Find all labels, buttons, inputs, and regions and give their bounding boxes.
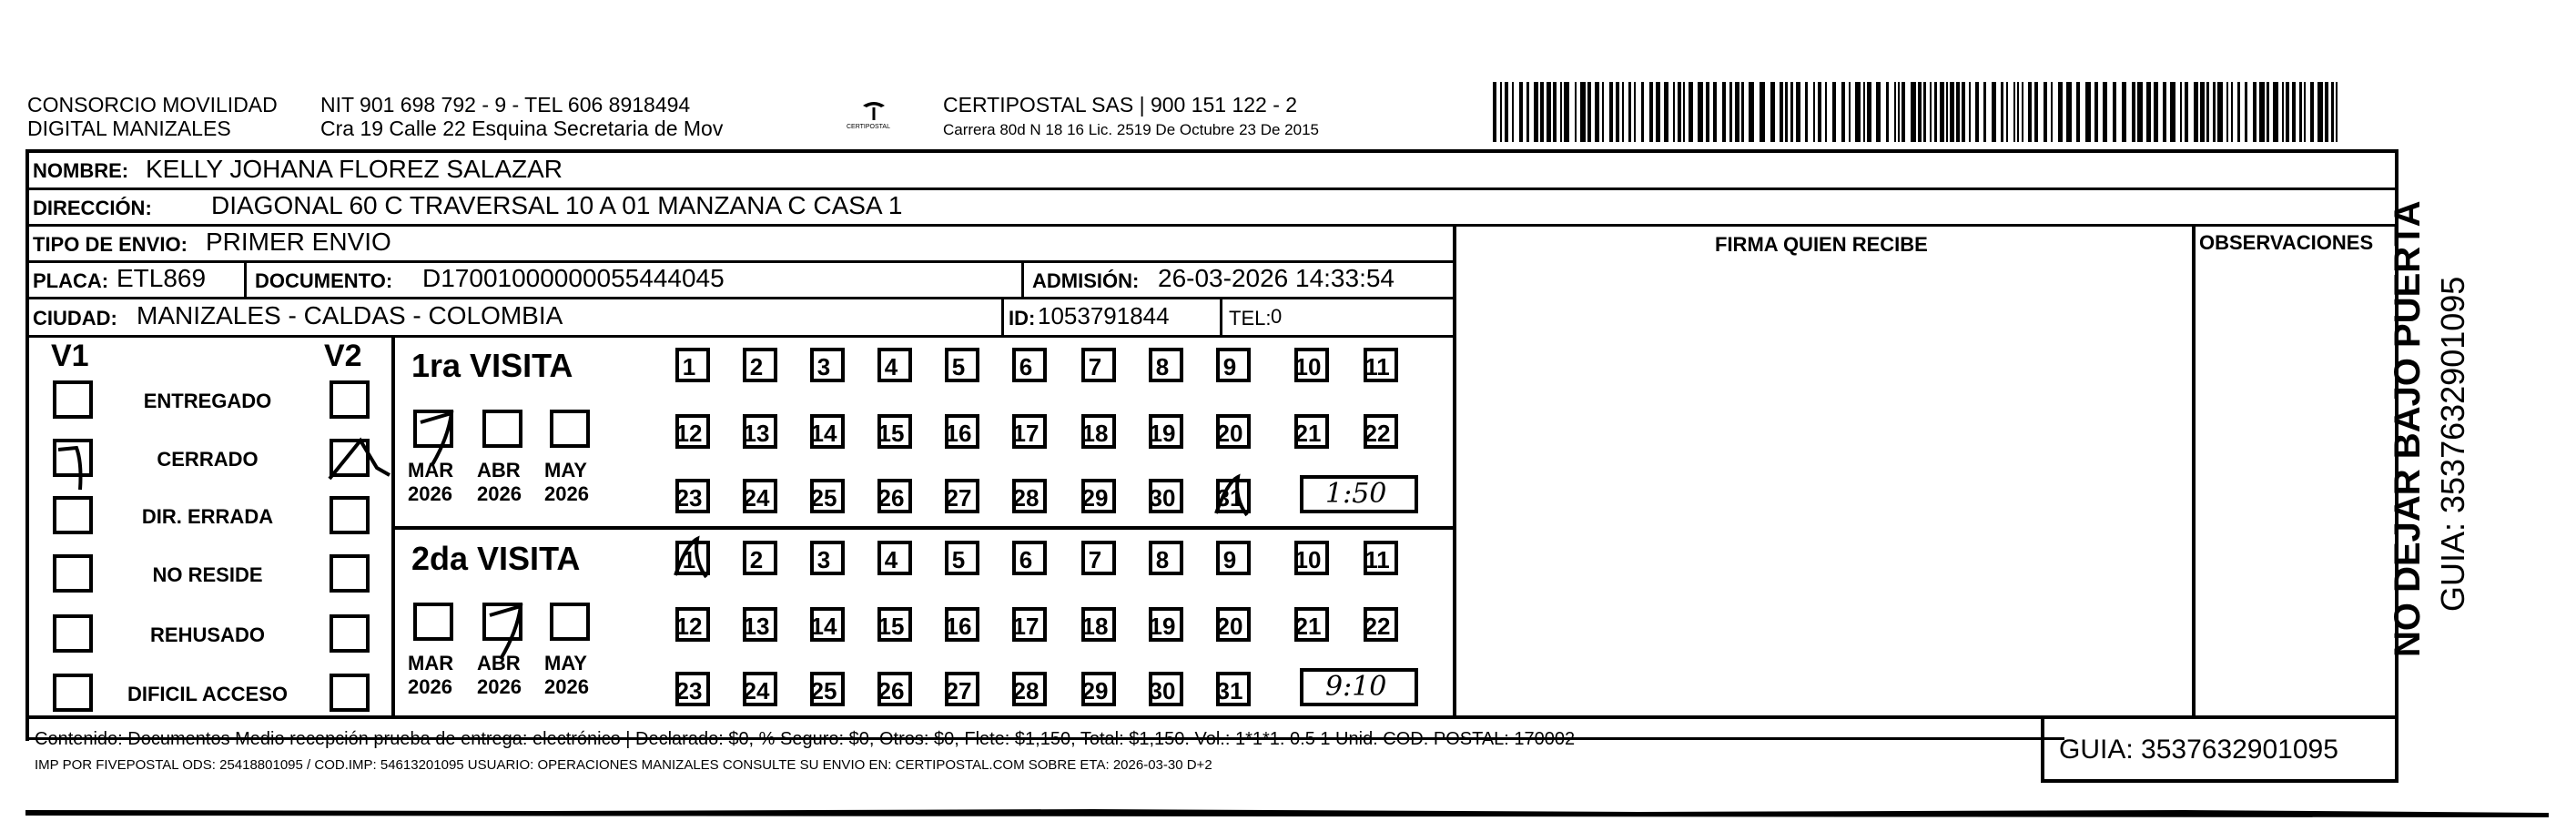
barcode-bar [1526,82,1529,142]
barcode-bar [1863,82,1865,142]
barcode-bar [1983,82,1986,142]
barcode-bar [1918,82,1922,142]
barcode-bar [2253,82,2257,142]
day-box[interactable]: 14 [810,414,845,449]
month-label: ABR [477,459,521,481]
barcode-bar [1534,82,1538,142]
v2-checkbox[interactable] [330,380,370,419]
v2-checkbox[interactable] [330,496,370,534]
day-box[interactable]: 7 [1081,541,1116,575]
barcode-bar [1689,82,1693,142]
barcode-bar [1729,82,1732,142]
barcode-bar [2013,82,2015,142]
month-label: MAY [544,652,587,674]
barcode-bar [2194,82,2198,142]
nombre-label: NOMBRE: [33,159,129,182]
day-box[interactable]: 21 [1294,607,1329,642]
time-box[interactable] [1300,475,1418,513]
barcode-bar [1923,82,1926,142]
day-box[interactable]: 20 [1216,607,1251,642]
day-box[interactable]: 23 [675,672,710,706]
day-box[interactable]: 6 [1012,541,1047,575]
barcode-bar [2122,82,2126,142]
handwritten-time: 9:10 [1325,671,1387,703]
barcode-bar [1832,82,1836,142]
barcode-bar [1760,82,1765,142]
barcode-bar [1587,82,1591,142]
barcode-bar [1818,82,1821,142]
barcode-bar [2163,82,2166,142]
barcode-bar [2336,82,2338,142]
day-box[interactable]: 16 [945,607,979,642]
barcode-bar [2267,82,2269,142]
barcode-bar [1813,82,1815,142]
day-box[interactable]: 3 [810,541,845,575]
day-box[interactable]: 26 [877,672,912,706]
day-box[interactable]: 5 [945,541,979,575]
barcode-bar [1547,82,1551,142]
barcode-bar [1886,82,1889,142]
day-box[interactable]: 12 [675,607,710,642]
month-year: 2026 [544,482,589,505]
ciudad-label: CIUDAD: [33,307,117,329]
barcode-bar [1992,82,1996,142]
barcode-bar [1505,82,1508,142]
day-box[interactable]: 8 [1149,541,1183,575]
barcode-bar [1805,82,1808,142]
placa-value: ETL869 [117,264,207,292]
month-label: MAR [408,652,454,674]
v2-handwritten-check [324,433,397,497]
barcode-bar [1609,82,1613,142]
day-box[interactable]: 16 [945,414,979,449]
day-box[interactable]: 31 [1216,479,1251,513]
barcode-bar [2310,82,2314,142]
barcode-bar [1735,82,1739,142]
id-label: ID: [1009,307,1036,329]
barcode-bar [2137,82,2143,142]
v1-checkbox[interactable] [53,380,93,419]
barcode-bar [1975,82,1979,142]
barcode-bar [1796,82,1800,142]
day-box[interactable]: 18 [1081,607,1116,642]
day-box[interactable]: 28 [1012,672,1047,706]
barcode-bar [1825,82,1827,142]
barcode-bar [2226,82,2228,142]
barcode-bar [2051,82,2053,142]
barcode-bar [1698,82,1703,142]
barcode-bar [1564,82,1569,142]
day-box[interactable]: 22 [1364,414,1398,449]
barcode-bar [2154,82,2158,142]
barcode-bar [1841,82,1845,142]
barcode-bar [2001,82,2003,142]
barcode-bar [2185,82,2188,142]
day-box[interactable]: 29 [1081,672,1116,706]
barcode-bar [1934,82,1937,142]
day-box[interactable]: 5 [945,348,979,382]
barcode-bar [1950,82,1954,142]
v1-checkbox[interactable] [53,554,93,593]
barcode-bar [2282,82,2284,142]
barcode-bar [1595,82,1599,142]
status-option-label: REHUSADO [150,623,265,646]
month-label: ABR [477,652,521,674]
day-box[interactable]: 6 [1012,348,1047,382]
day-box[interactable]: 17 [1012,414,1047,449]
day-box[interactable]: 20 [1216,414,1251,449]
barcode-bar [1898,82,1900,142]
barcode-bar [1706,82,1709,142]
barcode-bar [2286,82,2289,142]
barcode-bar [1790,82,1793,142]
barcode-bar [1722,82,1726,142]
day-box[interactable]: 25 [810,672,845,706]
nombre-value: KELLY JOHANA FLOREZ SALAZAR [146,155,563,183]
visit1-title: 1ra VISITA [411,347,573,384]
barcode-bar [1512,82,1514,142]
v2-checkbox[interactable] [330,554,370,593]
month-label: MAR [408,459,454,481]
barcode-bar [2085,82,2091,142]
id-value: 1053791844 [1038,302,1170,329]
status-option-label: ENTREGADO [143,390,272,412]
frame-top [25,149,2399,153]
barcode-bar [1616,82,1619,142]
barcode-bar [1560,82,1562,142]
barcode-bar [2304,82,2306,142]
tel-label: TEL: [1229,307,1272,329]
month-handwritten-check [477,595,541,668]
barcode-bar [1902,82,1905,142]
day-box[interactable]: 17 [1012,607,1047,642]
barcode-bar [2317,82,2323,142]
day-box[interactable]: 7 [1081,348,1116,382]
barcode-bar [1867,82,1871,142]
day-box[interactable]: 19 [1149,607,1183,642]
barcode-bar [2094,82,2098,142]
admision-value: 26-03-2026 14:33:54 [1158,264,1394,292]
day-box[interactable]: 24 [743,479,777,513]
barcode [1493,82,2343,142]
barcode-bar [1641,82,1644,142]
day-box[interactable]: 25 [810,479,845,513]
observaciones-header: OBSERVACIONES [2199,231,2374,254]
status-option-label: NO RESIDE [152,563,263,586]
imp-line: IMP POR FIVEPOSTAL ODS: 25418801095 / COD.IMP: 54613201095 USUARIO: OPERACIONES MANIZALES CONSULTE SU ENVIO EN: CERTIPOSTAL.COM SOBRE ETA: 2026-03-30 D+2 [35,757,1212,773]
barcode-bar [1911,82,1916,142]
month-checkbox[interactable] [550,410,590,448]
v2-checkbox[interactable] [330,674,370,712]
day-handwritten-mark [670,533,725,588]
day-box[interactable]: 11 [1364,348,1398,382]
documento-label: DOCUMENTO: [255,269,393,292]
barcode-bar [2044,82,2047,142]
tel-value: 0 [1271,305,1283,328]
nit-line: NIT 901 698 792 - 9 - TEL 606 8918494 [320,93,691,117]
day-box[interactable]: 28 [1012,479,1047,513]
company-name-line2: DIGITAL MANIZALES [27,117,231,140]
barcode-bar [2213,82,2216,142]
barcode-bar [1673,82,1675,142]
day-box[interactable]: 21 [1294,414,1329,449]
barcode-bar [1500,82,1502,142]
barcode-bar [1519,82,1523,142]
barcode-bar [2058,82,2063,142]
day-box[interactable]: 9 [1216,541,1251,575]
barcode-bar [1946,82,1948,142]
status-option-label: DIR. ERRADA [141,505,274,528]
day-box[interactable]: 29 [1081,479,1116,513]
barcode-bar [2170,82,2175,142]
barcode-bar [1622,82,1624,142]
barcode-bar [1785,82,1788,142]
barcode-bar [1493,82,1496,142]
day-box[interactable]: 15 [877,607,912,642]
day-box[interactable]: 14 [810,607,845,642]
day-box[interactable]: 31 [1216,672,1251,706]
month-handwritten-check [408,402,472,475]
barcode-bar [2292,82,2296,142]
tipo-envio-value: PRIMER ENVIO [206,228,391,256]
v1-checkbox[interactable] [53,496,93,534]
barcode-bar [2299,82,2302,142]
barcode-bar [1894,82,1896,142]
admision-label: ADMISIÓN: [1032,269,1140,292]
firma-header: FIRMA QUIEN RECIBE [1715,233,1928,256]
day-box[interactable]: 2 [743,348,777,382]
barcode-bar [1656,82,1660,142]
v1-handwritten-check [53,435,107,499]
barcode-bar [2028,82,2032,142]
barcode-bar [2006,82,2008,142]
tipo-envio-label: TIPO DE ENVIO: [33,233,188,256]
barcode-bar [2231,82,2233,142]
v2-header: V2 [324,339,362,373]
barcode-bar [1628,82,1631,142]
barcode-bar [1770,82,1775,142]
day-box[interactable]: 30 [1149,672,1183,706]
month-checkbox[interactable] [482,410,522,448]
barcode-bar [2076,82,2080,142]
barcode-bar [2034,82,2038,142]
barcode-bar [1649,82,1653,142]
barcode-bar [1634,82,1636,142]
barcode-bar [2325,82,2328,142]
day-box[interactable]: 1 [675,348,710,382]
barcode-bar [2146,82,2151,142]
v2-checkbox[interactable] [330,614,370,653]
v1-header: V1 [51,339,89,373]
status-option-label: CERRADO [157,448,259,471]
barcode-bar [1940,82,1944,142]
v1-checkbox[interactable] [53,674,93,712]
v1-checkbox[interactable] [53,614,93,653]
barcode-bar [1749,82,1754,142]
day-box[interactable]: 27 [945,672,979,706]
handwritten-time: 1:50 [1325,478,1387,510]
barcode-bar [1969,82,1971,142]
barcode-bar [1849,82,1851,142]
courier-name: CERTIPOSTAL SAS | 900 151 122 - 2 [943,93,1298,117]
barcode-bar [2066,82,2072,142]
ciudad-value: MANIZALES - CALDAS - COLOMBIA [137,301,563,329]
day-box[interactable]: 4 [877,348,912,382]
barcode-bar [1855,82,1861,142]
month-year: 2026 [408,675,452,698]
visit2-title: 2da VISITA [411,540,581,577]
day-box[interactable]: 8 [1149,348,1183,382]
barcode-bar [1575,82,1577,142]
day-box[interactable]: 26 [877,479,912,513]
month-year: 2026 [544,675,589,698]
day-box[interactable]: 22 [1364,607,1398,642]
day-box[interactable]: 27 [945,479,979,513]
no-dejar-bajo-puerta: NO DEJAR BAJO PUERTA [2388,200,2428,657]
day-box[interactable]: 19 [1149,414,1183,449]
barcode-bar [1678,82,1681,142]
barcode-bar [2180,82,2182,142]
day-box[interactable]: 4 [877,541,912,575]
day-box[interactable]: 2 [743,541,777,575]
barcode-bar [2259,82,2265,142]
day-box[interactable]: 30 [1149,479,1183,513]
barcode-bar [1930,82,1932,142]
barcode-bar [1580,82,1586,142]
day-box[interactable]: 3 [810,348,845,382]
barcode-bar [2331,82,2334,142]
documento-value: D17001000000055444045 [422,264,725,292]
barcode-bar [2132,82,2135,142]
barcode-bar [1713,82,1717,142]
time-box[interactable] [1300,668,1418,706]
day-box[interactable]: 13 [743,414,777,449]
day-handwritten-mark [1211,471,1265,526]
placa-label: PLACA: [33,269,109,292]
barcode-bar [2200,82,2205,142]
barcode-bar [1741,82,1744,142]
barcode-bar [1602,82,1604,142]
day-box[interactable]: 1 [675,541,710,575]
barcode-bar [2206,82,2209,142]
barcode-bar [2273,82,2278,142]
month-year: 2026 [477,482,522,505]
barcode-bar [2022,82,2023,142]
barcode-bar [1553,82,1557,142]
side-guia: GUIA: 3537632901095 [2434,276,2471,612]
month-label: MAY [544,459,587,481]
footer-guia: GUIA: 3537632901095 [2059,735,2338,765]
barcode-bar [1876,82,1881,142]
month-year: 2026 [477,675,522,698]
barcode-bar [2245,82,2247,142]
barcode-bar [2217,82,2223,142]
frame-left [25,149,29,741]
day-box[interactable]: 24 [743,672,777,706]
barcode-bar [1780,82,1783,142]
day-box[interactable]: 23 [675,479,710,513]
barcode-bar [1962,82,1965,142]
day-box[interactable]: 11 [1364,541,1398,575]
day-box[interactable]: 9 [1216,348,1251,382]
contenido-line: Contenido: Documentos Medio recepción prueba de entrega: electrónico | Declarado: $0, % Seguro: $0, Otros: $0, Flete: $1,150, Total: $1,150. Vol.: 1*1*1. 0.5 1 Unid. COD. POSTAL: 170002 [35,729,1576,749]
barcode-bar [1683,82,1685,142]
day-box[interactable]: 13 [743,607,777,642]
day-box[interactable]: 15 [877,414,912,449]
day-box[interactable]: 10 [1294,541,1329,575]
barcode-bar [1956,82,1960,142]
day-box[interactable]: 10 [1294,348,1329,382]
day-box[interactable]: 18 [1081,414,1116,449]
barcode-bar [1540,82,1544,142]
company-name-line1: CONSORCIO MOVILIDAD [27,93,278,117]
month-year: 2026 [408,482,452,505]
month-checkbox[interactable] [413,603,453,641]
direccion-value: DIAGONAL 60 C TRAVERSAL 10 A 01 MANZANA C CASA 1 [211,191,903,219]
barcode-bar [2017,82,2019,142]
barcode-bar [2103,82,2107,142]
status-option-label: DIFICIL ACCESO [127,683,288,705]
bottom-edge [0,805,2576,821]
certipostal-logo: CERTIPOSTAL [856,96,892,133]
month-checkbox[interactable] [550,603,590,641]
direccion-label: DIRECCIÓN: [33,197,152,219]
barcode-bar [2113,82,2116,142]
courier-address: Carrera 80d N 18 16 Lic. 2519 De Octubre 23 De 2015 [943,121,1319,138]
barcode-bar [2237,82,2240,142]
barcode-bar [1664,82,1668,142]
address-line: Cra 19 Calle 22 Esquina Secretaria de Mov [320,117,724,140]
day-box[interactable]: 12 [675,414,710,449]
